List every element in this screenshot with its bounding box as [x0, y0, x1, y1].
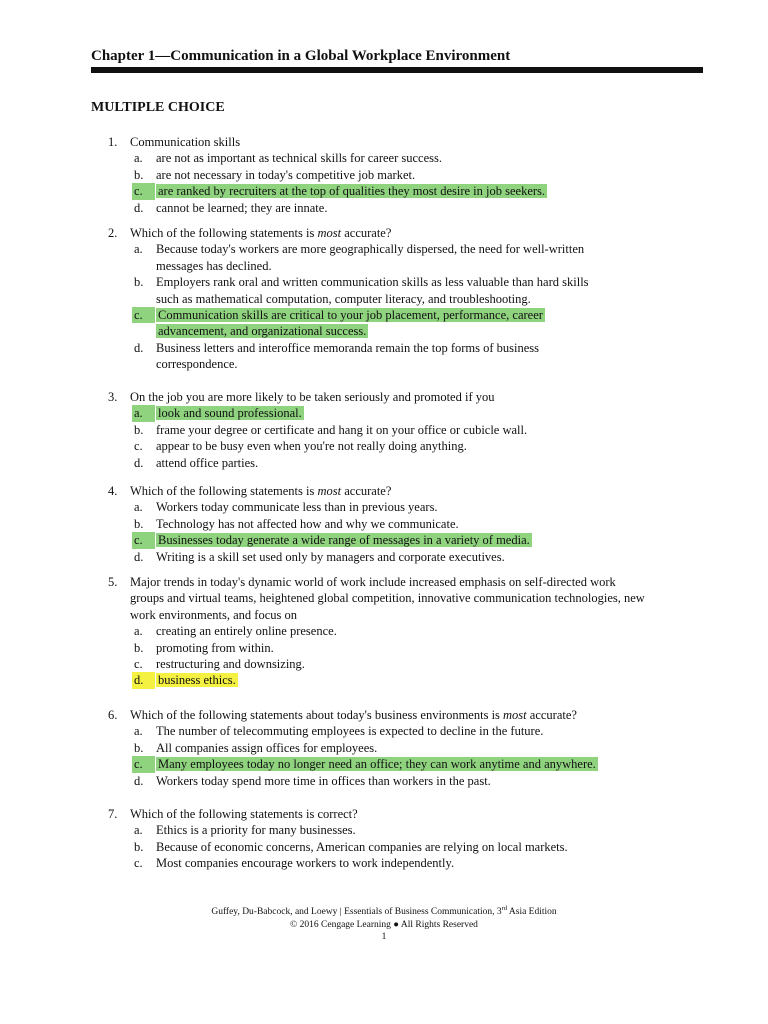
question-1 [0, 134, 768, 216]
question-stem-emphasis: most [503, 708, 527, 722]
question-stem-line [0, 590, 768, 606]
option-letter: c. [132, 307, 155, 323]
option-letter: d. [134, 340, 144, 355]
question-stem-line [0, 389, 768, 405]
option-letter: b. [134, 740, 144, 755]
answer-option-a [0, 822, 768, 838]
option-text [156, 640, 646, 656]
footer-citation-sup: rd [501, 905, 508, 912]
option-text [156, 422, 646, 438]
option-text-line: appear to be busy even when you're not really doing anything. [156, 439, 467, 454]
answer-option-c-highlighted [0, 183, 768, 199]
option-letter: b. [134, 275, 144, 290]
option-text-line: All companies assign offices for employees. [156, 740, 378, 755]
option-text-line: The number of telecommuting employees is expected to decline in the future. [156, 724, 544, 739]
answer-option-c [0, 855, 768, 871]
option-letter: d. [134, 549, 144, 564]
question-stem-text: Which of the following statements is [130, 484, 318, 498]
option-letter: b. [134, 516, 144, 531]
option-letter: a. [134, 823, 143, 838]
answer-option-c-highlighted [0, 307, 768, 340]
footer-citation-edition: Asia Edition [507, 907, 557, 917]
option-letter: d. [132, 672, 155, 688]
question-number: 2. [108, 226, 118, 240]
answer-option-c-highlighted [0, 756, 768, 772]
answer-option-c [0, 656, 768, 672]
option-text-line: advancement, and organizational success. [158, 324, 367, 339]
question-stem: On the job you are more likely to be taken seriously and promoted if you [130, 390, 495, 404]
question-stem-emphasis: most [317, 484, 342, 498]
option-text [156, 438, 646, 454]
footer-citation [0, 906, 768, 919]
option-text-line: Many employees today no longer need an office; they can work anytime and anywhere. [158, 757, 596, 772]
option-text [156, 756, 646, 772]
answer-option-c-highlighted [0, 532, 768, 548]
option-text [156, 200, 646, 216]
question-stem: Major trends in today's dynamic world of work include increased emphasis on self-directed work [130, 575, 616, 589]
answer-option-d [0, 200, 768, 216]
option-letter: c. [132, 183, 155, 199]
answer-option-b [0, 640, 768, 656]
option-text-line: such as mathematical computation, computer literacy, and troubleshooting. [156, 291, 531, 306]
answer-option-b [0, 274, 768, 307]
option-text-line: Because today's workers are more geographically dispersed, the need for well-written [156, 242, 585, 257]
option-text [156, 532, 646, 548]
option-text [156, 183, 646, 199]
option-text [156, 623, 646, 639]
option-text-line: are not as important as technical skills for career success. [156, 151, 442, 166]
option-letter: a. [134, 151, 143, 166]
footer [0, 906, 768, 944]
option-text [156, 499, 646, 515]
option-letter: c. [134, 656, 143, 671]
question-7 [0, 806, 768, 872]
option-text [156, 773, 646, 789]
option-text [156, 405, 646, 421]
question-number: 7. [108, 807, 118, 821]
question-stem [130, 483, 391, 499]
answer-option-d [0, 549, 768, 565]
option-text [156, 672, 646, 688]
option-text [156, 307, 646, 340]
option-text-line: Because of economic concerns, American companies are relying on local markets. [156, 839, 568, 854]
option-text [156, 723, 646, 739]
option-text [156, 549, 646, 565]
question-stem: Communication skills [130, 135, 241, 149]
option-text-line: Most companies encourage workers to work independently. [156, 856, 455, 871]
option-text [156, 274, 646, 307]
option-text-line: business ethics. [158, 673, 236, 688]
option-text-line: Workers today communicate less than in previous years. [156, 500, 438, 515]
question-stem-line [0, 806, 768, 822]
question-stem-text: accurate? [341, 226, 392, 240]
option-text [156, 340, 646, 373]
question-number: 6. [108, 708, 118, 722]
question-stem-text: Which of the following statements is [130, 226, 318, 240]
option-letter: a. [134, 624, 143, 639]
option-text [156, 167, 646, 183]
question-number: 1. [108, 135, 118, 149]
option-text-line: Ethics is a priority for many businesses. [156, 823, 356, 838]
answer-option-d [0, 773, 768, 789]
option-text [156, 516, 646, 532]
question-stem: Which of the following statements is correct? [130, 807, 358, 821]
question-2 [0, 225, 768, 373]
question-stem: work environments, and focus on [130, 607, 297, 622]
answer-option-a [0, 499, 768, 515]
question-stem: groups and virtual teams, heightened global competition, innovative communication technologies, new [130, 591, 645, 606]
question-stem-text: accurate? [526, 708, 577, 722]
option-text-line: restructuring and downsizing. [156, 656, 305, 671]
option-letter: c. [132, 532, 155, 548]
question-stem-text: Which of the following statements about today's business environments is [130, 708, 504, 722]
option-letter: c. [134, 439, 143, 454]
footer-copyright: © 2016 Cengage Learning ● All Rights Reserved [290, 919, 478, 930]
option-text-line: attend office parties. [156, 455, 259, 470]
option-letter: a. [134, 242, 143, 257]
option-letter: a. [132, 405, 155, 421]
option-text-line: creating an entirely online presence. [156, 624, 337, 639]
option-text-line: Businesses today generate a wide range of messages in a variety of media. [158, 533, 530, 548]
option-text-line: are not necessary in today's competitive job market. [156, 167, 416, 182]
question-4 [0, 483, 768, 565]
section-heading: MULTIPLE CHOICE [91, 100, 225, 115]
option-text [156, 822, 646, 838]
answer-option-b [0, 839, 768, 855]
answer-option-b [0, 516, 768, 532]
answer-option-d [0, 340, 768, 373]
option-letter: c. [132, 756, 155, 772]
option-letter: c. [134, 856, 143, 871]
answer-option-b [0, 740, 768, 756]
question-stem-line [0, 483, 768, 499]
question-stem [130, 225, 391, 241]
page-number: 1 [381, 932, 387, 942]
option-text [156, 656, 646, 672]
option-text-line: Employers rank oral and written communication skills as less valuable than hard skills [156, 275, 589, 290]
answer-option-a [0, 723, 768, 739]
option-text-line: promoting from within. [156, 640, 274, 655]
option-text-line: correspondence. [156, 357, 238, 372]
option-text-line: Technology has not affected how and why we communicate. [156, 516, 459, 531]
option-letter: b. [134, 839, 144, 854]
answer-option-d [0, 455, 768, 471]
answer-option-a [0, 241, 768, 274]
question-6 [0, 707, 768, 789]
option-letter: b. [134, 640, 144, 655]
question-stem-line [0, 134, 768, 150]
question-number: 4. [108, 484, 118, 498]
question-stem-line [0, 225, 768, 241]
footer-citation-text: Guffey, Du-Babcock, and Loewy | Essentials of Business Communication, 3 [211, 907, 502, 917]
question-stem-text: accurate? [341, 484, 392, 498]
answer-option-a [0, 150, 768, 166]
option-text [156, 150, 646, 166]
question-stem-line [0, 574, 768, 590]
option-text [156, 455, 646, 471]
option-text-line: Communication skills are critical to your job placement, performance, career [158, 307, 543, 322]
option-text-line: look and sound professional. [158, 406, 302, 421]
option-text [156, 855, 646, 871]
answer-option-b [0, 167, 768, 183]
option-letter: d. [134, 455, 144, 470]
answer-option-a [0, 623, 768, 639]
chapter-title: Chapter 1—Communication in a Global Workplace Environment [91, 48, 511, 64]
option-letter: a. [134, 724, 143, 739]
option-text-line: Business letters and interoffice memoranda remain the top forms of business [156, 340, 540, 355]
option-text-line: Writing is a skill set used only by managers and corporate executives. [156, 549, 505, 564]
option-letter: b. [134, 167, 144, 182]
question-number: 5. [108, 575, 118, 589]
option-text-line: Workers today spend more time in offices than workers in the past. [156, 773, 491, 788]
question-stem-emphasis: most [317, 226, 342, 240]
question-stem [130, 707, 577, 723]
option-text-line: are ranked by recruiters at the top of qualities they most desire in job seekers. [158, 184, 546, 199]
option-letter: d. [134, 200, 144, 215]
option-text [156, 839, 646, 855]
option-text-line: messages has declined. [156, 258, 272, 273]
option-text [156, 241, 646, 274]
option-text [156, 740, 646, 756]
answer-option-c [0, 438, 768, 454]
question-stem-line [0, 707, 768, 723]
option-letter: d. [134, 773, 144, 788]
question-number: 3. [108, 390, 118, 404]
question-stem-line [0, 607, 768, 623]
option-text-line: frame your degree or certificate and hang it on your office or cubicle wall. [156, 422, 528, 437]
option-letter: a. [134, 500, 143, 515]
answer-option-a-highlighted [0, 405, 768, 421]
option-text-line: cannot be learned; they are innate. [156, 200, 328, 215]
question-3 [0, 389, 768, 471]
question-5 [0, 574, 768, 689]
answer-option-b [0, 422, 768, 438]
answer-option-d-highlighted [0, 672, 768, 688]
option-letter: b. [134, 422, 144, 437]
